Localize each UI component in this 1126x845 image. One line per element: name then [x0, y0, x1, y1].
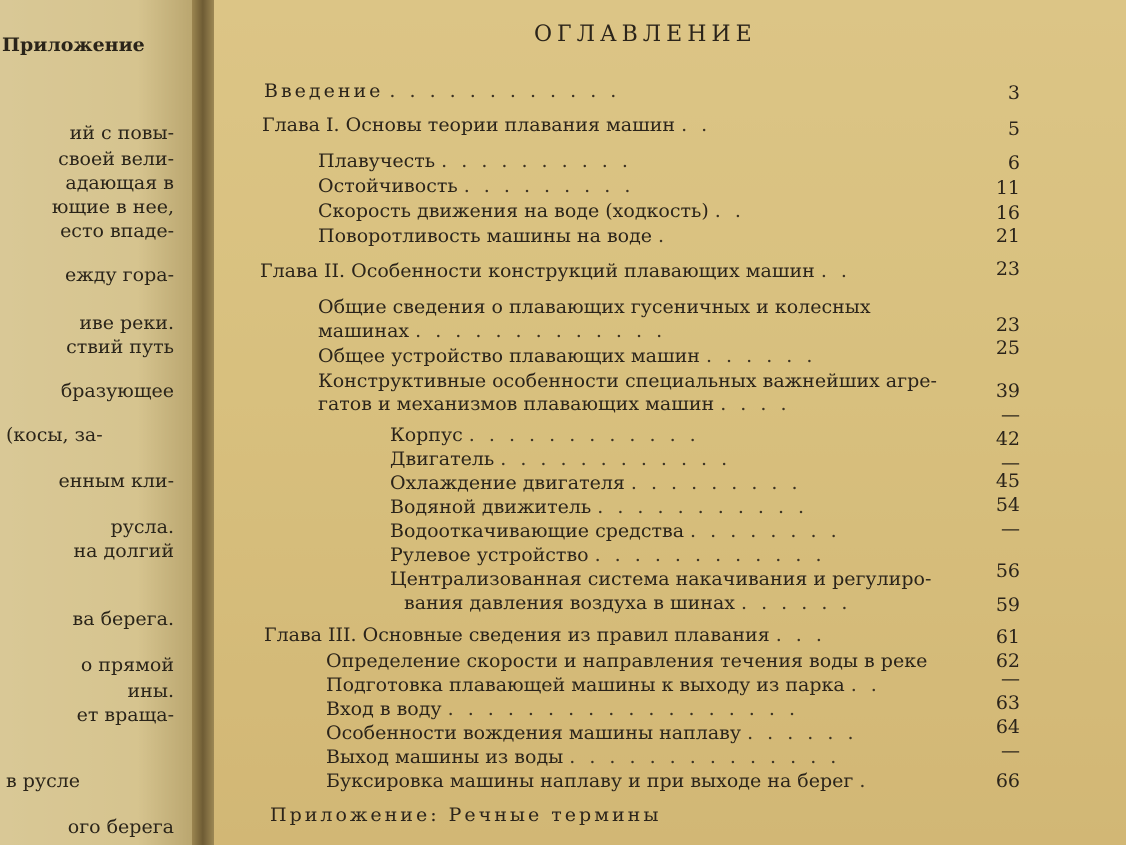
toc-leader-dots: . . . . . . [705, 345, 817, 367]
left-page-header: Приложение [2, 34, 145, 56]
toc-entry [390, 424, 700, 446]
toc-entry [326, 674, 881, 696]
toc-leader-dots: . . . . . . . . . [463, 175, 635, 197]
toc-entry-title: Водооткачивающие средства [390, 520, 685, 542]
toc-page-number: 56 [995, 560, 1020, 582]
toc-page-number: 23 [995, 258, 1020, 280]
toc-leader-dots: . . . . [720, 393, 791, 415]
toc-entry-title: Централизованная система накачивания и регулиро- [390, 568, 932, 590]
toc-page-number: 39 [995, 380, 1020, 402]
toc-entry-title: Глава II. Особенности конструкций плавающих машин [260, 260, 815, 282]
toc-page-number: 11 [995, 177, 1020, 199]
toc-entry [326, 722, 858, 744]
toc-leader-dots: . [859, 770, 870, 792]
toc-leader-dots: . . . [775, 624, 826, 646]
toc-leader-dots: . [658, 225, 669, 247]
toc-page-number: 59 [995, 594, 1020, 616]
toc-entry-title: машинах [318, 320, 410, 342]
left-page-line: енным кли- [58, 470, 174, 492]
toc-leader-dots: . . . . . . . . . . . . . . . . . . [447, 698, 799, 720]
toc-entry-title: Водяной движитель [390, 496, 592, 518]
toc-entry [326, 746, 840, 768]
toc-leader-dots: . . . . . . [747, 722, 858, 744]
toc-page-number: 21 [995, 225, 1020, 247]
left-page-line: ва берега. [72, 608, 174, 630]
toc-page-number: 42 [995, 428, 1020, 450]
toc-page-number: — [1001, 452, 1020, 474]
toc-entry [390, 496, 808, 518]
toc-page-number: 25 [995, 337, 1020, 359]
toc-entry [318, 296, 871, 318]
toc-page-number: 6 [1007, 152, 1020, 174]
left-page-line: в русле [6, 770, 81, 792]
left-page-line: своей вели- [58, 148, 174, 170]
toc-entry-title: гатов и механизмов плавающих машин [318, 393, 715, 415]
toc-leader-dots: . . . . . . . . . . . . . [415, 320, 667, 342]
toc-entry-title: вания давления воздуха в шинах [404, 592, 735, 614]
toc-entry-title: Вход в воду [326, 698, 442, 720]
toc-leader-dots: . . [714, 200, 745, 222]
toc-title: ОГЛАВЛЕНИЕ [534, 22, 757, 47]
toc-entry [390, 472, 802, 494]
toc-page-number: 66 [995, 770, 1020, 792]
toc-entry-title: Плавучесть [318, 150, 436, 172]
toc-entry-title: Скорость движения на воде (ходкость) [318, 200, 709, 222]
toc-entry-title: Корпус [390, 424, 463, 446]
toc-entry-title: Общее устройство плавающих машин [318, 345, 700, 367]
toc-entry [262, 114, 711, 136]
left-page-line: о прямой [80, 654, 174, 676]
left-page [0, 0, 196, 845]
toc-leader-dots: . . . . . . . . . [630, 472, 802, 494]
toc-leader-dots: . . [681, 114, 712, 136]
toc-page-number: 23 [995, 314, 1020, 336]
toc-entry [318, 225, 668, 247]
toc-leader-dots: . . . . . . [741, 592, 852, 614]
toc-entry [318, 370, 937, 392]
toc-page-number: — [1001, 740, 1020, 762]
toc-entry [326, 770, 869, 792]
left-page-line: ого берега [67, 816, 174, 838]
left-page-line: (косы, за- [6, 424, 103, 446]
toc-entry [326, 698, 799, 720]
toc-leader-dots: . . . . . . . . . . . . [500, 448, 732, 470]
toc-leader-dots: . . . . . . . . . . [441, 150, 632, 172]
toc-entry [326, 650, 927, 672]
left-page-line: иве реки. [79, 312, 174, 334]
toc-entry [264, 624, 826, 646]
left-page-line: ежду гора- [65, 264, 174, 286]
toc-leader-dots: . . [850, 674, 881, 696]
toc-page-number: 45 [995, 470, 1020, 492]
left-page-line: адающая в [65, 172, 174, 194]
toc-page-number: 64 [995, 716, 1020, 738]
toc-entry-title: Введение [264, 80, 384, 102]
toc-entry-title: Выход машины из воды [326, 746, 564, 768]
toc-entry-title: Приложение: Речные термины [270, 804, 662, 826]
toc-entry [318, 175, 634, 197]
toc-entry [390, 448, 731, 470]
toc-entry-title: Глава III. Основные сведения из правил плавания [264, 624, 770, 646]
toc-entry-title: Общие сведения о плавающих гусеничных и колесных [318, 296, 871, 318]
left-page-line: бразующее [60, 380, 174, 402]
toc-entry [318, 393, 790, 415]
left-page-line: есто впаде- [60, 220, 174, 242]
left-page-line: ет враща- [76, 704, 174, 726]
toc-entry-title: Определение скорости и направления течения воды в реке [326, 650, 928, 672]
toc-leader-dots: . . . . . . . . . . . . [389, 80, 621, 102]
toc-entry-title: Глава I. Основы теории плавания машин [262, 114, 676, 136]
toc-leader-dots: . . . . . . . . . . . . [594, 544, 826, 566]
toc-entry [264, 80, 620, 102]
toc-leader-dots: . . . . . . . . . . . [597, 496, 809, 518]
toc-entry [390, 544, 826, 566]
toc-entry-title: Буксировка машины наплаву и при выходе на берег [326, 770, 854, 792]
toc-entry [318, 200, 745, 222]
toc-entry-title: Остойчивость [318, 175, 458, 197]
toc-entry [270, 804, 661, 826]
toc-entry [318, 150, 632, 172]
toc-entry-title: Рулевое устройство [390, 544, 589, 566]
toc-page-number: 3 [1007, 82, 1020, 104]
toc-page-number: — [1001, 518, 1020, 540]
toc-entry [390, 520, 841, 542]
toc-entry-title: Подготовка плавающей машины к выходу из парка [326, 674, 845, 696]
toc-page-number: 16 [995, 202, 1020, 224]
toc-entry-title: Двигатель [390, 448, 495, 470]
toc-entry-title: Охлаждение двигателя [390, 472, 625, 494]
toc-entry [318, 320, 666, 342]
toc-page-number: 54 [995, 494, 1020, 516]
left-page-line: ствий путь [66, 336, 174, 358]
toc-entry-title: Особенности вождения машины наплаву [326, 722, 742, 744]
left-page-line: ющие в нее, [51, 196, 174, 218]
toc-page-number: — [1001, 404, 1020, 426]
toc-leader-dots: . . . . . . . . . . . . . . [569, 746, 841, 768]
left-page-line: на долгий [73, 540, 174, 562]
toc-page-number: 5 [1007, 118, 1020, 140]
toc-page-number: 63 [995, 692, 1020, 714]
book-gutter [192, 0, 216, 845]
toc-page [214, 0, 1126, 845]
left-page-line: ины. [127, 680, 174, 702]
left-page-line: ий с повы- [69, 122, 174, 144]
toc-page-number: 61 [995, 626, 1020, 648]
toc-leader-dots: . . . . . . . . [690, 520, 841, 542]
toc-entry-title: Конструктивные особенности специальных важнейших агре- [318, 370, 937, 392]
toc-entry-title: Поворотливость машины на воде [318, 225, 653, 247]
toc-leader-dots: . . . . . . . . . . . . [468, 424, 700, 446]
toc-entry [390, 568, 931, 590]
toc-page-number: — [1001, 668, 1020, 690]
toc-leader-dots: . . [820, 260, 851, 282]
left-page-line: русла. [110, 516, 174, 538]
toc-entry [404, 592, 851, 614]
toc-entry [260, 260, 851, 282]
toc-entry [318, 345, 816, 367]
toc-page-number: 62 [995, 650, 1020, 672]
